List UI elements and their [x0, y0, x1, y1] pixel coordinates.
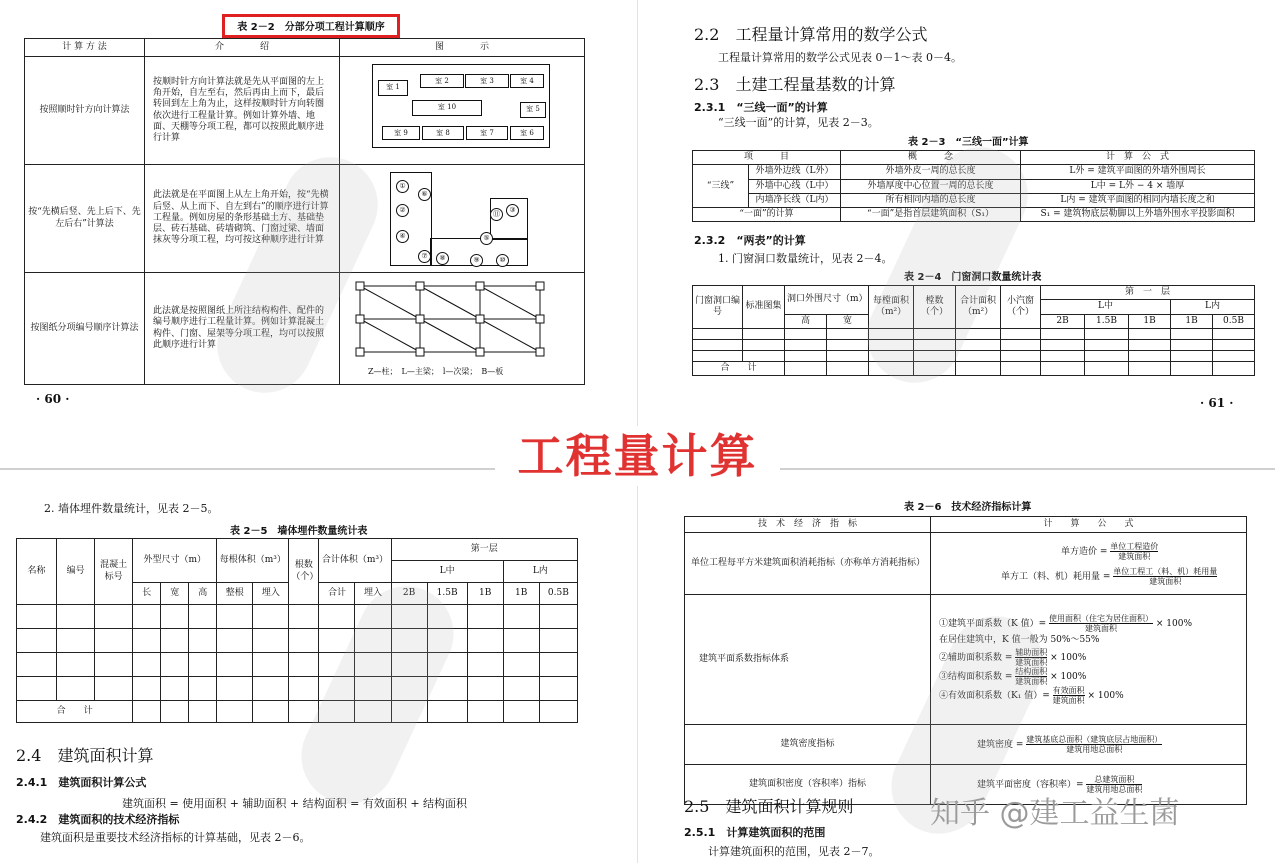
table-2-3-title: 表 2－3 “三线一面”计算: [908, 137, 1029, 148]
header-wall: 0.5B: [539, 583, 577, 605]
item-cell: “一面”的计算: [693, 208, 841, 222]
table-2-6-title: 表 2－6 技术经济指标计算: [904, 502, 1032, 513]
table-2-2-title: 表 2－2 分部分项工程计算顺序: [222, 14, 400, 38]
header-width: 宽: [161, 583, 189, 605]
header-count: 樘数（个）: [914, 286, 956, 329]
header-wall: 1B: [1129, 314, 1171, 328]
subsection-heading: 2.3.1 “三线一面”的计算: [694, 101, 828, 114]
room-box: 室 10: [412, 100, 482, 116]
room-box: 室 4: [510, 74, 544, 88]
concept-cell: 外墙外皮一周的总长度: [841, 165, 1021, 179]
formula-label: 单方造价 =: [1061, 546, 1108, 557]
room-box: 室 6: [510, 126, 544, 140]
table-2-5: [16, 538, 578, 723]
section-heading: 2.3 土建工程量基数的计算: [694, 75, 896, 94]
wall-number: ④: [396, 230, 409, 243]
wall-number: ⑨: [470, 254, 483, 267]
item-cell: 外墙外边线（L外）: [749, 165, 841, 179]
header-whole: 整根: [217, 583, 253, 605]
indicator-cell: 建筑平面系数指标体系: [685, 595, 931, 725]
header-total-area: 合计面积（m²）: [956, 286, 1001, 329]
room-box: 室 3: [465, 74, 509, 88]
page-62: [0, 470, 637, 863]
indicator-cell: 建筑面积密度（容积率）指标: [685, 765, 931, 805]
header-concept: 概 念: [841, 151, 1021, 165]
formula-cell: 建筑密度 = $\frac{\text{建筑基底总面积（建筑底层占地面积）}}{\text{建筑用地总面积}}$: [931, 725, 1247, 765]
header-number: 编号: [57, 539, 95, 605]
header-volume-each: 每根体积（m³）: [217, 539, 289, 583]
total-label: 合 计: [17, 701, 133, 723]
room-box: 室 7: [466, 126, 508, 140]
header-wall: 1B: [503, 583, 539, 605]
paragraph: 工程量计算常用的数学公式见表 0－1～表 0－4。: [718, 51, 962, 64]
header-count: 根数（个）: [289, 539, 319, 605]
header-wall: 1.5B: [427, 583, 467, 605]
header-standard: 标准图集: [743, 286, 785, 329]
concept-cell: 外墙厚度中心位置一周的总长度: [841, 179, 1021, 193]
intro-cell: 按顺时针方向计算法就是先从平面图的左上角开始，自左至右，然后再由上而下，最后转回到左上角为止，这样按顺时针方向转圈依次进行工程量计算。例如计算外墙、地面、天棚等分项工程，都可以按照此顺序进行计算: [145, 57, 340, 165]
formula-cell: ①建筑平面系数（K 值）= $\frac{\text{使用面积（住宅为居住面积）}}{\text{建筑面积}}$ × 100% 在居住建筑中，K 值一般为 50%～55% ②辅助面积系数 = $\frac{\text{辅助面积}}{\text{建筑面积}}$ × 100% ③结构面积系数 = $\frac{\text{结构面积}}{\text{建筑面积}}$ × 100% ④有效面积系数（K₁ 值）= $\frac{\text{有效面积}}{\text{建筑面积}}$ × 100%: [931, 595, 1247, 725]
indicator-cell: 单位工程每平方米建筑面积消耗指标（亦称单方消耗指标）: [685, 533, 931, 595]
subsection-heading: 2.5.1 计算建筑面积的范围: [684, 826, 826, 839]
header-first-floor: 第 一 层: [1041, 286, 1255, 300]
page-number: · 61 ·: [1200, 396, 1234, 410]
structure-legend: Z—柱； L—主梁； l—次梁； B—板: [368, 367, 504, 376]
wall-number: ②: [396, 204, 409, 217]
wall-number: ⑪: [490, 208, 503, 221]
item-cell: 内墙净长线（L内）: [749, 193, 841, 207]
method-cell: 按“先横后竖、先上后下、先左后右”计算法: [25, 165, 145, 273]
section-heading: 2.2 工程量计算常用的数学公式: [694, 25, 928, 44]
header-area-each: 每樘面积（m²）: [869, 286, 914, 329]
header-length: 长: [133, 583, 161, 605]
header-small-window: 小汽窗（个）: [1001, 286, 1041, 329]
formula-cell: L外 = 建筑平面图的外墙外围周长: [1021, 165, 1255, 179]
header-l-inner: L内: [503, 561, 577, 583]
header-wall: 0.5B: [1213, 314, 1255, 328]
total-label: 合 计: [693, 361, 785, 375]
concept-cell: “一面”是指首层建筑面积（S₁）: [841, 208, 1021, 222]
fraction: $\frac{\text{总建筑面积}}{\text{建筑用地总面积}}$: [1086, 775, 1143, 794]
header-opening-no: 门窗洞口编号: [693, 286, 743, 329]
zhihu-watermark: 知乎 @建工益生菌: [930, 796, 1180, 831]
group-three-lines: “三线”: [693, 165, 749, 208]
wall-number: ⑩: [496, 254, 509, 267]
header-item: 项 目: [693, 151, 841, 165]
formula-cell: [931, 533, 1247, 595]
header-intro: 介 绍: [145, 39, 340, 57]
header-name: 名称: [17, 539, 57, 605]
fraction: $\frac{\text{辅助面积}}{\text{建筑面积}}$: [1015, 647, 1048, 667]
header-wall: 1B: [467, 583, 503, 605]
paragraph: 1. 门窗洞口数量统计，见表 2－4。: [718, 252, 893, 265]
fraction: $\frac{\text{建筑基底总面积（建筑底层占地面积）}}{\text{建筑用地总面积}}$: [1026, 735, 1163, 754]
header-l-inner: L内: [1171, 300, 1255, 314]
structure-grid-figure: [346, 280, 566, 360]
header-concrete-grade: 混凝土标号: [95, 539, 133, 605]
header-outer-size: 外型尺寸（m）: [133, 539, 217, 583]
page-number: · 60 ·: [36, 392, 70, 406]
formula-label: 单方工（料、机）耗用量 =: [1001, 571, 1111, 582]
formula-cell: L中 = L外 − 4 × 墙厚: [1021, 179, 1255, 193]
paragraph: “三线一面”的计算，见表 2－3。: [718, 116, 879, 129]
header-wall: 2B: [1041, 314, 1085, 328]
formula-line: 建筑面积 = 使用面积 + 辅助面积 + 结构面积 = 有效面积 + 结构面积: [122, 797, 468, 810]
header-total-volume: 合计体积（m³）: [319, 539, 391, 583]
banner-title: 工程量计算: [495, 426, 780, 486]
header-wall: 1B: [1171, 314, 1213, 328]
wall-number: ③: [506, 204, 519, 217]
header-height: 高: [189, 583, 217, 605]
wall-number: ⑦: [418, 250, 431, 263]
header-l-center: L中: [1041, 300, 1171, 314]
formula-cell: S₁ = 建筑物底层勒脚以上外墙外围水平投影面积: [1021, 208, 1255, 222]
room-box: 室 5: [520, 102, 546, 118]
fraction: $\frac{\text{单位工程造价}}{\text{建筑面积}}$: [1110, 541, 1159, 561]
header-wall: 2B: [391, 583, 427, 605]
section-heading: 2.5 建筑面积计算规则: [684, 797, 854, 816]
fraction: $\frac{\text{结构面积}}{\text{建筑面积}}$: [1015, 666, 1048, 686]
method-cell: 按照顺时针方向计算法: [25, 57, 145, 165]
wall-number: ①: [396, 180, 409, 193]
header-size: 洞口外围尺寸（m）: [785, 286, 869, 315]
header-sum: 合计: [319, 583, 355, 605]
formula-cell: 建筑平面密度（容积率）= $\frac{\text{总建筑面积}}{\text{建筑用地总面积}}$: [931, 765, 1247, 805]
header-height: 高: [785, 314, 827, 328]
header-wall: 1.5B: [1085, 314, 1129, 328]
room-box: 室 8: [422, 126, 464, 140]
header-embedded: 埋入: [355, 583, 391, 605]
wall-number: ⑧: [436, 252, 449, 265]
subsection-heading: 2.4.2 建筑面积的技术经济指标: [16, 813, 180, 826]
note-text: 在居住建筑中，K 值一般为 50%～55%: [939, 635, 1100, 646]
header-l-center: L中: [391, 561, 503, 583]
indicator-cell: 建筑密度指标: [685, 725, 931, 765]
subsection-heading: 2.4.1 建筑面积计算公式: [16, 776, 147, 789]
paragraph: 计算建筑面积的范围，见表 2－7。: [708, 845, 880, 858]
intro-cell: 此法就是在平面图上从左上角开始，按“先横后竖、从上而下、自左到右”的顺序进行计算工程量。例如房屋的条形基础土方、基础垫层、砖石基础、砖墙砌筑、门窗过梁、墙面抹灰等分项工程，均可按这种顺序进行计算: [145, 165, 340, 273]
header-figure: 图 示: [340, 39, 585, 57]
room-box: 室 9: [382, 126, 420, 140]
table-2-4-title: 表 2－4 门窗洞口数量统计表: [904, 272, 1042, 283]
fraction: $\frac{\text{使用面积（住宅为居住面积）}}{\text{建筑面积}}$: [1049, 614, 1154, 634]
method-cell: 按图纸分项编号顺序计算法: [25, 273, 145, 385]
paragraph: 建筑面积是重要技术经济指标的计算基础，见表 2－6。: [40, 831, 311, 844]
section-heading: 2.4 建筑面积计算: [16, 746, 154, 765]
room-box: 室 2: [420, 74, 464, 88]
header-first-floor: 第一层: [391, 539, 577, 561]
wall-number: ⑥: [418, 188, 431, 201]
header-formula: 计 算 公 式: [1021, 151, 1255, 165]
header-embedded: 埋入: [253, 583, 289, 605]
room-box: 室 1: [378, 80, 408, 96]
wall-number: ⑤: [480, 232, 493, 245]
subsection-heading: 2.3.2 “两表”的计算: [694, 234, 806, 247]
item-cell: 外墙中心线（L中）: [749, 179, 841, 193]
concept-cell: 所有相同内墙的总长度: [841, 193, 1021, 207]
paragraph: 2. 墙体埋件数量统计，见表 2－5。: [44, 502, 219, 515]
intro-cell: 此法就是按照图纸上所注结构构件、配件的编号顺序进行工程量计算。例如计算混凝土构件、门窗、屋架等分项工程，均可以按照此顺序进行计算: [145, 273, 340, 385]
header-indicator: 技 术 经 济 指 标: [685, 517, 931, 533]
table-2-5-title: 表 2－5 墙体埋件数量统计表: [230, 526, 368, 537]
header-method: 计 算 方 法: [25, 39, 145, 57]
header-width: 宽: [827, 314, 869, 328]
formula-cell: L内 = 建筑平面图的相同内墙长度之和: [1021, 193, 1255, 207]
header-formula: 计 算 公 式: [931, 517, 1247, 533]
fraction: $\frac{\text{单位工程工（料、机）耗用量}}{\text{建筑面积}}$: [1113, 566, 1218, 586]
fraction: $\frac{\text{有效面积}}{\text{建筑面积}}$: [1052, 685, 1085, 705]
